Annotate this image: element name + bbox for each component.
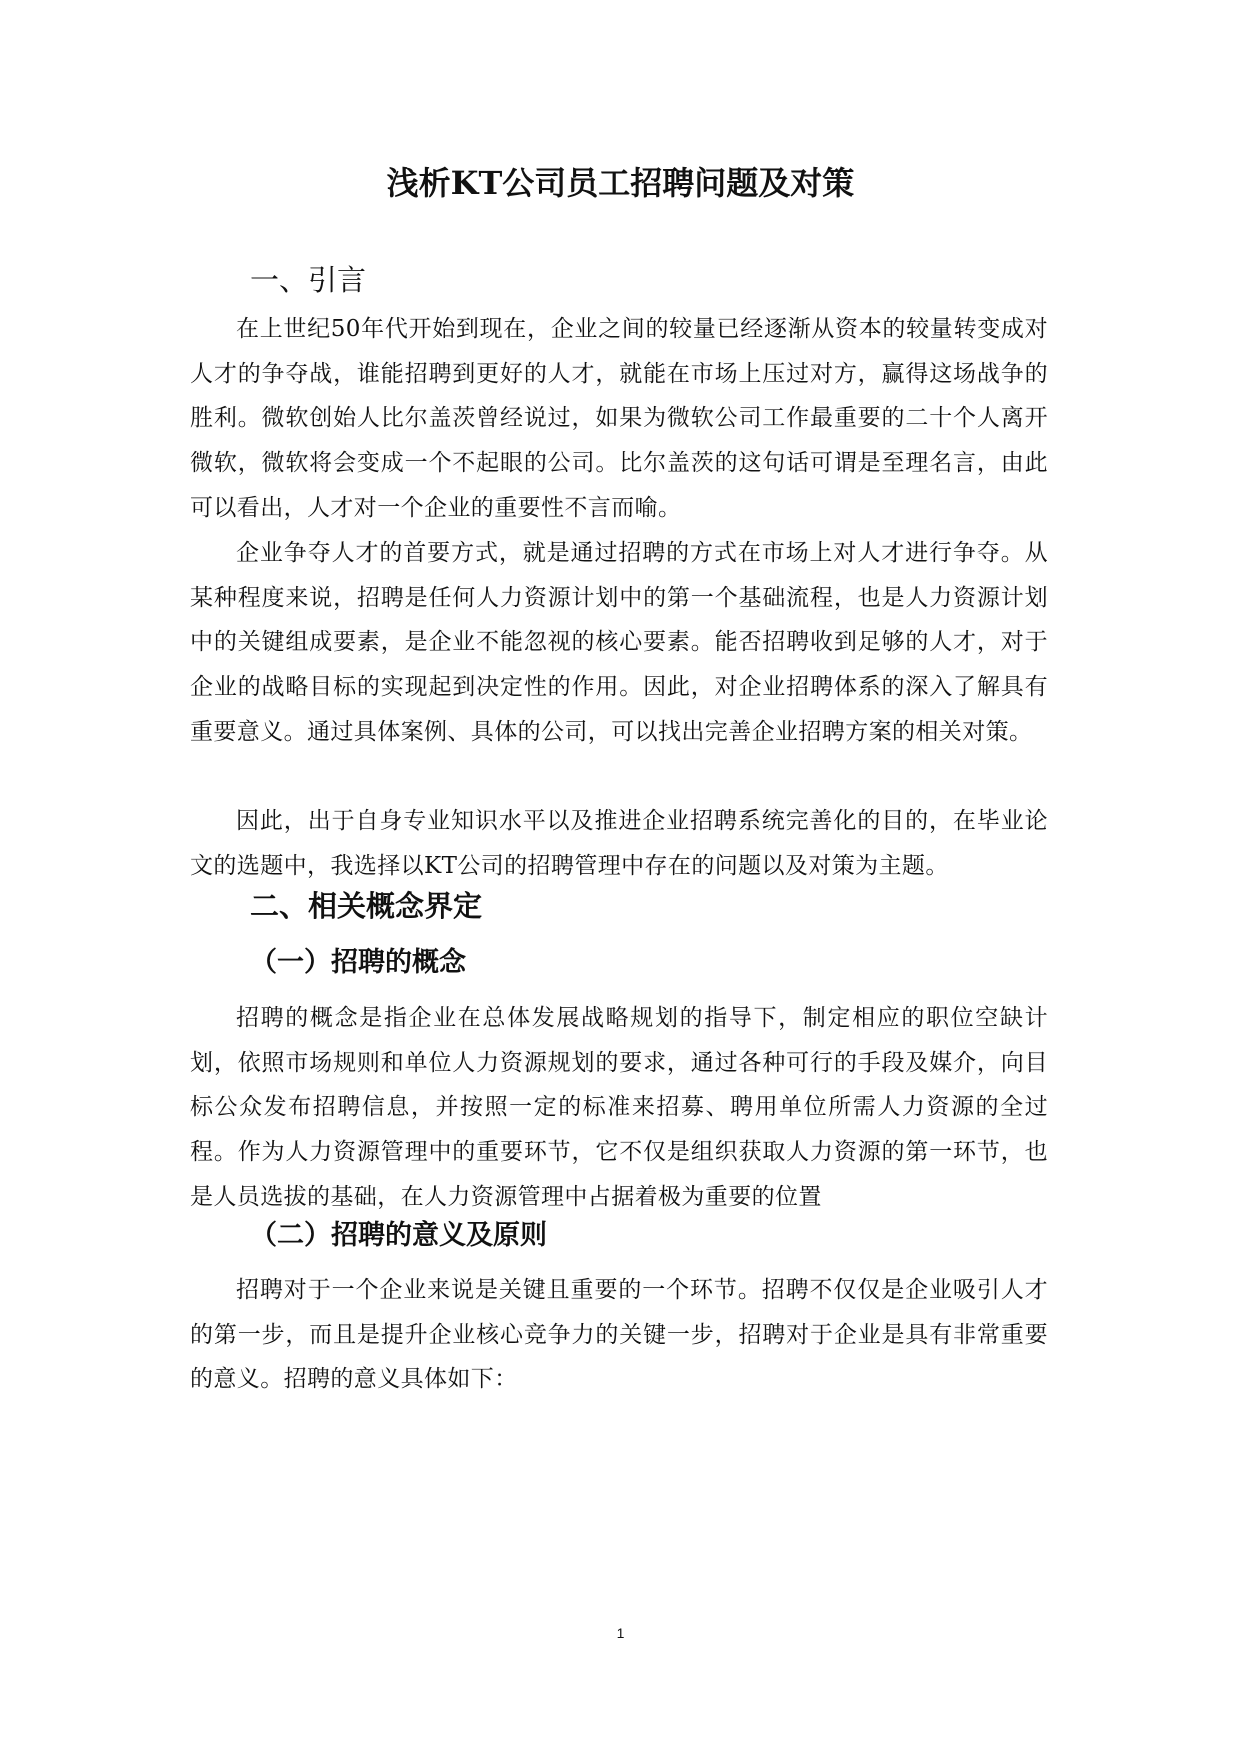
intro-paragraph-2: 企业争夺人才的首要方式，就是通过招聘的方式在市场上对人才进行争夺。从某种程度来说，招聘是任何人力资源计划中的第一个基础流程，也是人力资源计划中的关键组成要素，是企业不能忽视的核心要素。能否招聘收到足够的人才，对于企业的战略目标的实现起到决定性的作用。因此，对企业招聘体系的深入了解具有重要意义。通过具体案例、具体的公司，可以找出完善企业招聘方案的相关对策。 <box>190 540 1048 745</box>
recruitment-concept-paragraph: 招聘的概念是指企业在总体发展战略规划的指导下，制定相应的职位空缺计划，依照市场规则和单位人力资源规划的要求，通过各种可行的手段及媒介，向目标公众发布招聘信息，并按照一定的标准来招募、聘用单位所需人力资源的全过程。作为人力资源管理中的重要环节，它不仅是组织获取人力资源的第一环节，也是人员选拔的基础，在人力资源管理中占据着极为重要的位置 <box>190 1005 1048 1210</box>
recruitment-significance-paragraph: 招聘对于一个企业来说是关键且重要的一个环节。招聘不仅仅是企业吸引人才的第一步，而且是提升企业核心竞争力的关键一步，招聘对于企业是具有非常重要的意义。招聘的意义具体如下： <box>190 1277 1048 1393</box>
page-number: 1 <box>616 1625 625 1641</box>
subsection-heading-recruitment-significance: （二）招聘的意义及原则 <box>250 1220 547 1251</box>
intro-paragraph-3: 因此，出于自身专业知识水平以及推进企业招聘系统完善化的目的，在毕业论文的选题中，我选择以KT公司的招聘管理中存在的问题以及对策为主题。 <box>190 808 1048 879</box>
subsection-heading-recruitment-concept: （一）招聘的概念 <box>250 947 466 978</box>
section-heading-concepts: 二、相关概念界定 <box>250 889 483 923</box>
section-heading-intro: 一、引言 <box>250 263 367 297</box>
intro-paragraph-1: 在上世纪50年代开始到现在，企业之间的较量已经逐渐从资本的较量转变成对人才的争夺战，谁能招聘到更好的人才，就能在市场上压过对方，赢得这场战争的胜利。微软创始人比尔盖茨曾经说过，如果为微软公司工作最重要的二十个人离开微软，微软将会变成一个不起眼的公司。比尔盖茨的这句话可谓是至理名言，由此可以看出，人才对一个企业的重要性不言而喻。 <box>190 316 1048 521</box>
document-title: 浅析KT公司员工招聘问题及对策 <box>386 164 855 202</box>
